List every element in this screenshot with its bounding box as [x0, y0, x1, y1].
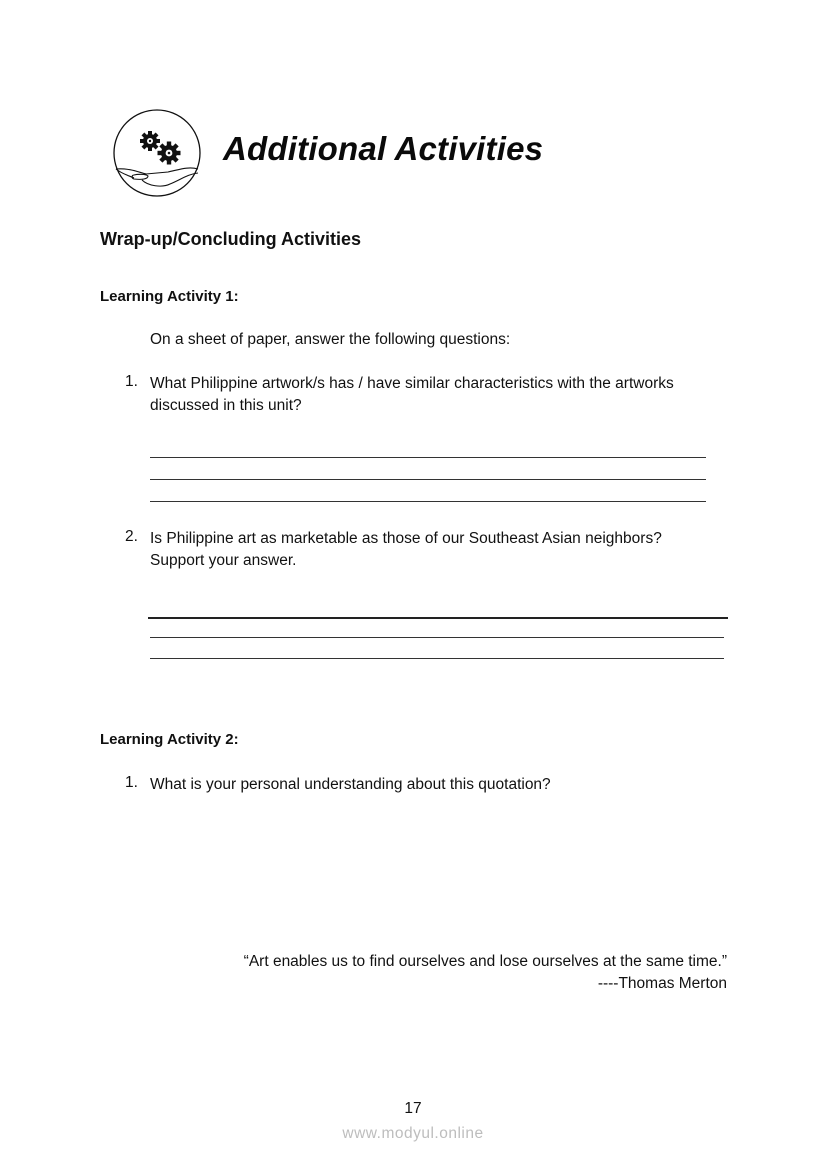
activity-2-question-1-text: What is your personal understanding about this quotation?	[150, 776, 551, 793]
answer-line[interactable]	[150, 457, 706, 458]
answer-line[interactable]	[150, 637, 724, 638]
watermark: www.modyul.online	[342, 1125, 484, 1142]
question-2-line-1: Is Philippine art as marketable as those of our Southeast Asian neighbors?	[150, 530, 662, 547]
answer-line[interactable]	[150, 479, 706, 480]
quotation-author: ----Thomas Merton	[597, 975, 727, 992]
question-2-number: 2.	[125, 528, 138, 545]
activity-1-instruction: On a sheet of paper, answer the following questions:	[150, 331, 511, 348]
answer-line[interactable]	[150, 501, 706, 502]
question-2-line-2: Support your answer.	[150, 552, 297, 569]
gears-in-hand-icon	[112, 108, 202, 198]
activity-1-heading: Learning Activity 1:	[100, 288, 239, 305]
section-title: Wrap-up/Concluding Activities	[100, 229, 362, 249]
question-1-line-1: What Philippine artwork/s has / have similar characteristics with the artworks	[150, 375, 674, 392]
activity-2-heading: Learning Activity 2:	[100, 731, 239, 748]
answer-line[interactable]	[148, 617, 728, 619]
question-1-number: 1.	[125, 373, 138, 390]
question-1-text	[150, 373, 730, 417]
question-1-line-2: discussed in this unit?	[150, 397, 302, 414]
activity-2-question-1-number: 1.	[125, 774, 138, 791]
page-number: 17	[404, 1100, 422, 1117]
answer-line[interactable]	[150, 658, 724, 659]
quotation: “Art enables us to find ourselves and lose ourselves at the same time.”	[243, 953, 727, 970]
page-title: Additional Activities	[223, 130, 544, 167]
question-2-text	[150, 528, 730, 572]
